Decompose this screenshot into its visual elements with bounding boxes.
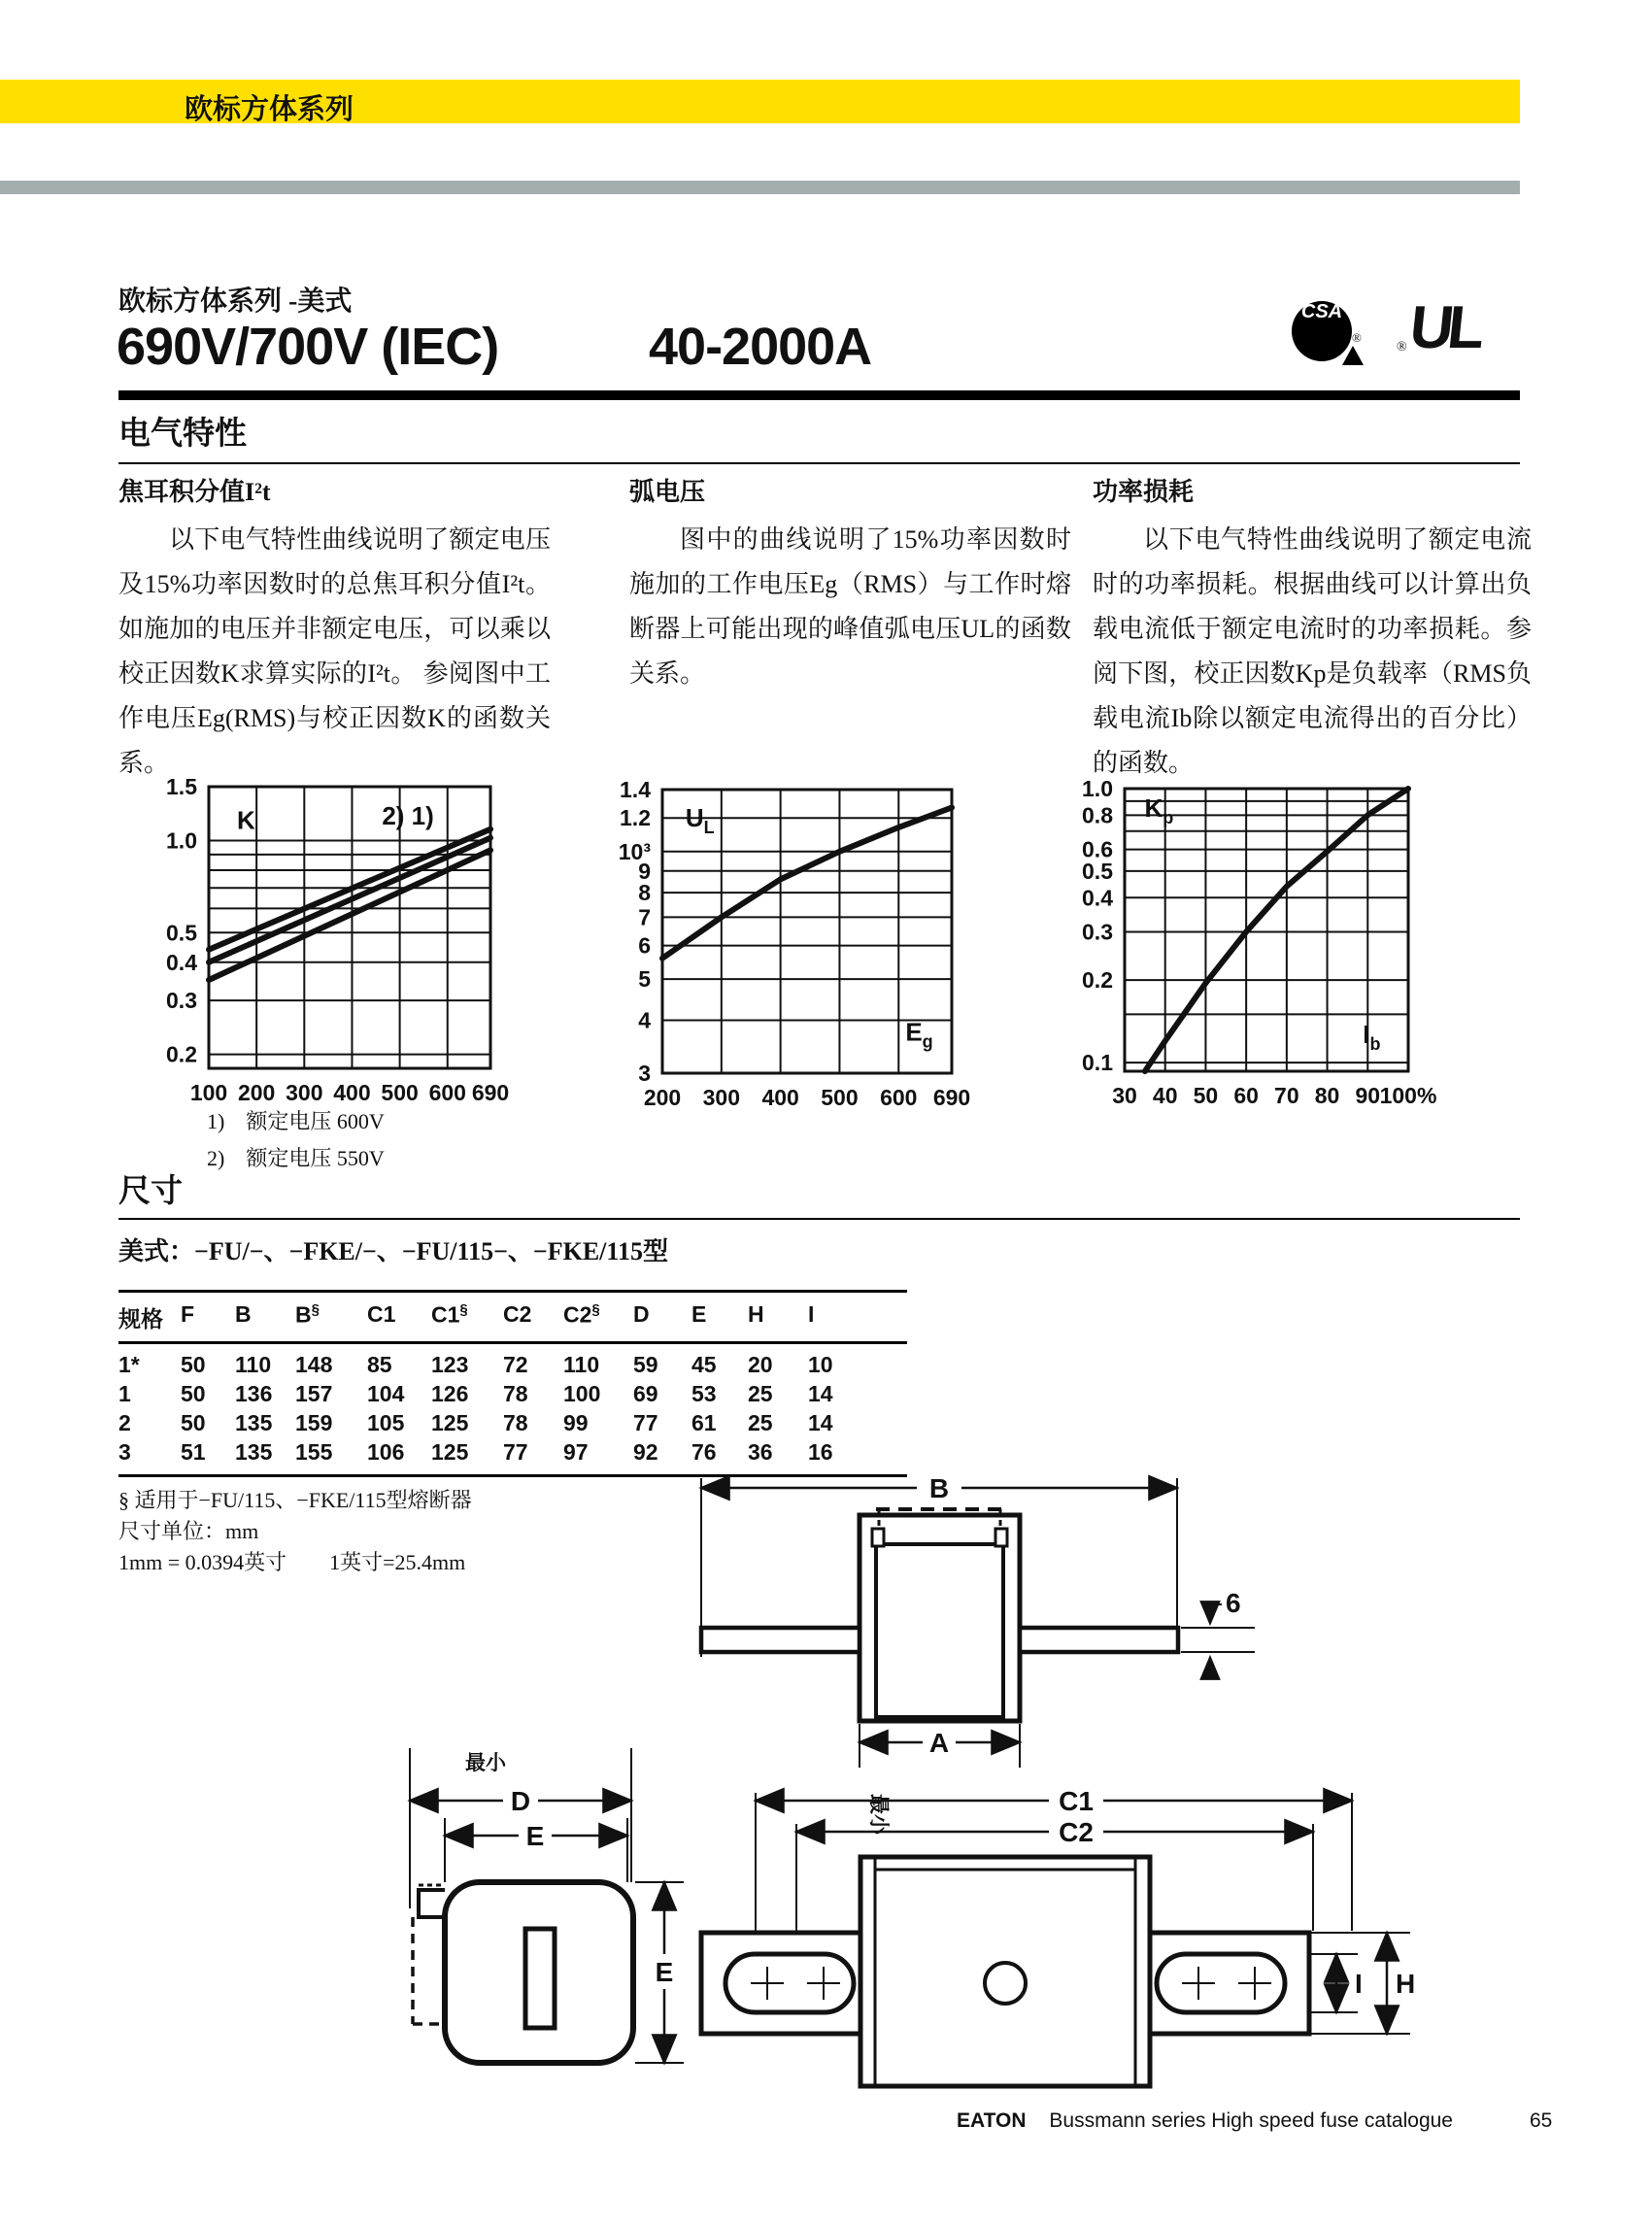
title-rule	[118, 390, 1520, 400]
svg-text:1.5: 1.5	[166, 774, 197, 799]
table-cell: 123	[431, 1352, 469, 1377]
table-cell: 50	[181, 1410, 206, 1435]
svg-text:400: 400	[333, 1080, 371, 1105]
table-cell: 92	[633, 1439, 658, 1465]
table-cell: 85	[367, 1352, 392, 1377]
svg-text:200: 200	[643, 1085, 682, 1110]
models-line: 美式：−FU/−、−FKE/−、−FU/115−、−FKE/115型	[118, 1237, 668, 1265]
svg-text:Eg: $E_g$	[905, 1017, 933, 1052]
table-cell: 126	[431, 1381, 469, 1406]
table-cell: 136	[235, 1381, 273, 1406]
table-cell: 61	[691, 1410, 717, 1435]
min-top-label: 最小	[465, 1751, 506, 1774]
svg-text:40: 40	[1152, 1083, 1178, 1108]
table-note-applicability: § 适用于−FU/115、−FKE/115型熔断器	[118, 1488, 472, 1512]
svg-text:5: 5	[638, 966, 651, 993]
table-row	[118, 1408, 907, 1437]
table-header-cell: C1	[367, 1301, 396, 1327]
column-arc-voltage	[629, 472, 1071, 696]
table-cell: 125	[431, 1410, 469, 1435]
table-cell: 77	[503, 1439, 528, 1465]
table-cell: 69	[633, 1381, 658, 1406]
svg-text:690: 690	[471, 1080, 510, 1105]
table-cell: 106	[367, 1439, 405, 1465]
svg-text:0.5: 0.5	[1082, 858, 1113, 884]
table-cell: 53	[691, 1381, 717, 1406]
a-dim-label: A	[928, 1728, 950, 1758]
column-arc-voltage-heading: 弧电压	[629, 478, 706, 506]
table-cell: 159	[295, 1410, 333, 1435]
table-cell: 16	[808, 1439, 833, 1465]
table-note-units: 尺寸单位：mm	[118, 1519, 259, 1543]
svg-text:100: 100	[189, 1080, 228, 1105]
svg-text:Kp: $K_p$	[1144, 793, 1174, 828]
svg-text:50: 50	[1193, 1083, 1219, 1108]
table-cell: 50	[181, 1352, 206, 1377]
table-note-conversion: 1mm = 0.0394英寸 1英寸=25.4mm	[118, 1550, 466, 1574]
table-cell: 2	[118, 1410, 131, 1435]
svg-text:7: 7	[638, 904, 651, 930]
table-cell: 105	[367, 1410, 405, 1435]
column-power-loss-heading: 功率损耗	[1093, 478, 1195, 506]
c2-dim-label: C2	[1059, 1817, 1094, 1847]
table-cell: 20	[748, 1352, 773, 1377]
svg-text:0.2: 0.2	[166, 1041, 197, 1067]
table-cell: 110	[563, 1352, 600, 1377]
chart-footnote-2: 2) 额定电压 550V	[207, 1146, 385, 1170]
ul-mark-icon: UL	[1406, 294, 1483, 361]
table-header-row	[118, 1293, 907, 1344]
ul-registered-icon: ®	[1397, 340, 1407, 354]
svg-text:10³: 10³	[618, 838, 651, 864]
footer-catalogue-title: Bussmann series High speed fuse catalogue	[1049, 2109, 1453, 2132]
table-header-cell: E	[691, 1301, 707, 1327]
table-cell: 3	[118, 1439, 131, 1465]
csa-registered-icon: ®	[1352, 330, 1362, 345]
svg-text:1.2: 1.2	[620, 805, 651, 831]
table-cell: 78	[503, 1410, 528, 1435]
table-cell: 99	[563, 1410, 589, 1435]
svg-text:0.1: 0.1	[1082, 1050, 1113, 1076]
d-dim-label: D	[510, 1786, 531, 1816]
svg-text:6: 6	[638, 932, 651, 959]
svg-text:0.3: 0.3	[166, 988, 197, 1014]
chart-k-correction	[136, 765, 524, 1127]
footer	[957, 2109, 1453, 2133]
table-cell: 25	[748, 1381, 773, 1406]
svg-text:UL: $U_L$	[685, 802, 715, 837]
dimensions-table	[118, 1290, 907, 1477]
svg-text:K: K	[237, 805, 255, 835]
svg-text:0.8: 0.8	[1082, 802, 1113, 828]
table-cell: 104	[367, 1381, 405, 1406]
chart-footnote-1: 1) 额定电压 600V	[207, 1109, 385, 1133]
dimension-drawing	[369, 1457, 1457, 2098]
svg-text:0.4: 0.4	[1082, 885, 1113, 911]
c1-dim-label: C1	[1059, 1786, 1094, 1816]
svg-text:Ib: $I_b$	[1363, 1019, 1381, 1054]
column-i2t-body: 以下电气特性曲线说明了额定电压及15%功率因数时的总焦耳积分值I²t。如施加的电压并非额定电压，可以乘以校正因数K求算实际的I²t。 参阅图中工作电压Eg(RMS)与校正因数K的函数关系。	[118, 525, 551, 777]
svg-text:30: 30	[1112, 1083, 1137, 1108]
csa-certification-logo	[1292, 301, 1364, 373]
svg-text:80: 80	[1314, 1083, 1340, 1108]
current-rating-title: 40-2000A	[649, 318, 872, 376]
table-cell: 14	[808, 1410, 833, 1435]
table-header-cell: B	[235, 1301, 252, 1327]
table-cell: 36	[748, 1439, 773, 1465]
table-cell: 125	[431, 1439, 469, 1465]
banner-title: 欧标方体系列	[185, 94, 354, 125]
svg-text:90: 90	[1355, 1083, 1381, 1108]
table-header-cell: C1§	[431, 1301, 468, 1328]
csa-mark-icon: CSA	[1292, 301, 1352, 361]
table-cell: 45	[691, 1352, 717, 1377]
column-i2t-heading: 焦耳积分值I²t	[118, 478, 271, 506]
svg-text:400: 400	[761, 1085, 799, 1110]
column-arc-voltage-body: 图中的曲线说明了15%功率因数时施加的工作电压Eg（RMS）与工作时熔断器上可能出现的峰值弧电压UL的函数关系。	[629, 525, 1071, 688]
electrical-section-title: 电气特性	[118, 417, 247, 452]
table-cell: 51	[181, 1439, 206, 1465]
table-cell: 76	[691, 1439, 717, 1465]
table-cell: 100	[563, 1381, 601, 1406]
table-header-cell: F	[181, 1301, 195, 1327]
ul-certification-logo	[1397, 293, 1503, 367]
svg-text:1.0: 1.0	[1082, 776, 1113, 801]
svg-text:8: 8	[638, 880, 651, 906]
svg-text:0.4: 0.4	[166, 949, 197, 975]
divider-bar	[0, 181, 1520, 194]
table-cell: 97	[563, 1439, 589, 1465]
svg-text:500: 500	[381, 1080, 419, 1105]
table-cell: 155	[295, 1439, 333, 1465]
min-rotated-label: 最小	[867, 1794, 891, 1835]
b-dim-label: B	[928, 1473, 950, 1503]
e-top-dim-label: E	[525, 1821, 545, 1851]
six-dim-label: 6	[1226, 1588, 1241, 1618]
series-subtitle: 欧标方体系列 -美式	[118, 287, 353, 317]
page-number: 65	[1530, 2109, 1553, 2132]
svg-text:0.2: 0.2	[1082, 967, 1113, 994]
column-power-loss	[1093, 472, 1532, 786]
svg-text:1.0: 1.0	[166, 827, 197, 854]
dimensions-section-rule	[118, 1218, 1520, 1220]
table-header-cell: D	[633, 1301, 650, 1327]
table-cell: 157	[295, 1381, 333, 1406]
svg-text:9: 9	[638, 858, 651, 884]
electrical-section-rule	[118, 462, 1520, 464]
chart-arc-voltage	[589, 767, 977, 1125]
table-row	[118, 1350, 907, 1379]
table-cell: 135	[235, 1439, 273, 1465]
table-cell: 14	[808, 1381, 833, 1406]
column-power-loss-body: 以下电气特性曲线说明了额定电流时的功率损耗。根据曲线可以计算出负载电流低于额定电流时的功率损耗。参阅下图，校正因数Kp是负载率（RMS负载电流Ib除以额定电流得出的百分比）的函数。	[1093, 525, 1532, 777]
svg-text:3: 3	[638, 1061, 651, 1086]
table-cell: 50	[181, 1381, 206, 1406]
svg-text:600: 600	[428, 1080, 466, 1105]
footer-brand: EATON	[957, 2109, 1027, 2132]
table-header-cell: B§	[295, 1301, 320, 1328]
h-dim-label: H	[1396, 1969, 1416, 1999]
table-header-cell: C2	[503, 1301, 532, 1327]
table-cell: 148	[295, 1352, 333, 1377]
svg-text:690: 690	[932, 1085, 971, 1110]
svg-text:300: 300	[286, 1080, 323, 1105]
svg-text:1.4: 1.4	[620, 777, 651, 802]
table-cell: 78	[503, 1381, 528, 1406]
table-cell: 72	[503, 1352, 528, 1377]
table-header-cell: I	[808, 1301, 815, 1327]
table-cell: 110	[235, 1352, 272, 1377]
e-side-dim-label: E	[655, 1957, 674, 1987]
table-cell: 1	[118, 1381, 131, 1406]
voltage-title: 690V/700V (IEC)	[117, 318, 499, 376]
table-cell: 1*	[118, 1352, 140, 1377]
table-cell: 10	[808, 1352, 833, 1377]
svg-text:2) 1): 2) 1)	[382, 801, 434, 831]
svg-text:70: 70	[1274, 1083, 1299, 1108]
svg-text:300: 300	[702, 1085, 741, 1110]
svg-text:0.5: 0.5	[166, 920, 197, 946]
table-header-cell: C2§	[563, 1301, 600, 1328]
table-cell: 59	[633, 1352, 658, 1377]
svg-text:200: 200	[237, 1080, 276, 1105]
table-cell: 25	[748, 1410, 773, 1435]
svg-text:0.3: 0.3	[1082, 919, 1113, 945]
svg-text:600: 600	[880, 1085, 918, 1110]
table-cell: 135	[235, 1410, 273, 1435]
i-dim-label: I	[1355, 1969, 1363, 1999]
csa-triangle-icon	[1342, 346, 1364, 365]
table-cell: 77	[633, 1410, 658, 1435]
table-row	[118, 1379, 907, 1408]
svg-text:4: 4	[638, 1007, 651, 1033]
svg-text:0.6: 0.6	[1082, 836, 1113, 862]
svg-text:500: 500	[821, 1085, 859, 1110]
chart-power-loss	[1049, 767, 1476, 1125]
svg-text:60: 60	[1233, 1083, 1259, 1108]
table-header-cell: H	[748, 1301, 764, 1327]
dimensions-section-title: 尺寸	[118, 1174, 183, 1209]
table-header-cell: 规格	[118, 1306, 163, 1332]
svg-text:100%: 100%	[1379, 1083, 1437, 1108]
column-i2t	[118, 472, 551, 786]
